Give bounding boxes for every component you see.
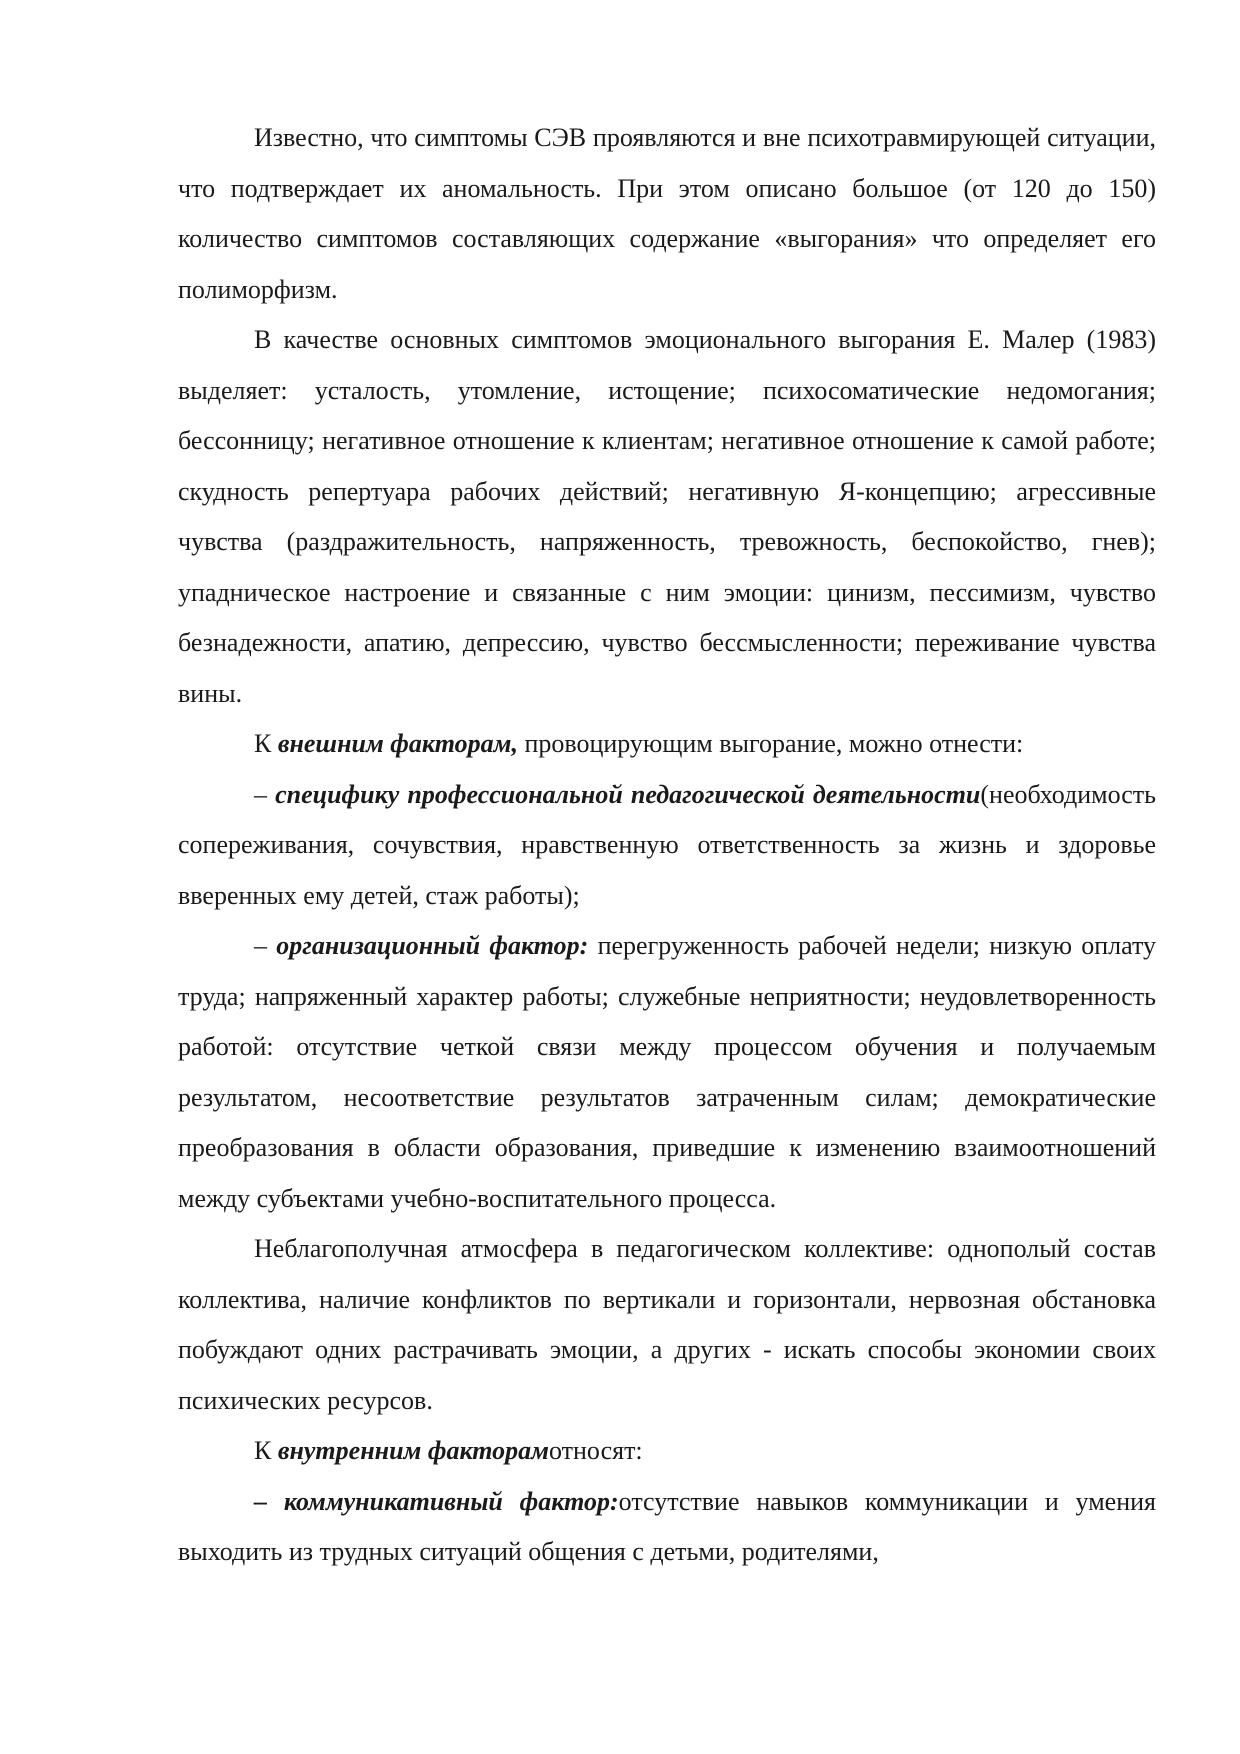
document-page [178,113,1156,1578]
list-dash: – [254,779,276,809]
paragraph-external-factors-heading [178,719,1156,770]
paragraph-professional-specifics [178,770,1156,922]
list-dash: – [254,931,277,960]
paragraph-maler-symptoms: В качестве основных симптомов эмоционального выгорания Е. Малер (1983) выделяет: усталость, утомление, истощение; психосоматические недомогания; бессонницу; негативное отношение к клиентам; негативное отношение к самой работе; скудность репертуара рабочих действий; негативную Я-концепцию; агрессивные чувства (раздражительность, напряженность, тревожность, беспокойство, гнев); упадническое настроение и связанные с ним эмоции: цинизм, пессимизм, чувство безнадежности, апатию, депрессию, чувство бессмысленности; переживание чувства вины. [178,325,1156,708]
text-segment: К [254,1436,278,1465]
emphasis-communicative-factor: – коммуникативный фактор: [254,1486,619,1516]
emphasis-professional-specifics: специфику профессиональной педагогической деятельности [275,779,981,809]
text-segment: перегруженность рабочей недели; низкую оплату труда; напряженный характер работы; служебные неприятности; неудовлетворенность работой: отсутствие четкой связи между процессом обучения и получаемым результатом, несоответствие результатов затраченным силам; демократические преобразования в области образования, приведшие к изменению взаимоотношений между субъектами учебно-воспитательного процесса. [178,931,1156,1213]
text-segment: относят: [548,1436,643,1465]
paragraph-communicative-factor [178,1477,1156,1578]
emphasis-organizational-factor: организационный фактор: [276,931,589,960]
paragraph-organizational-factor [178,921,1156,1224]
emphasis-external-factors: внешним факторам, [277,729,518,758]
text-segment: провоцирующим выгорание, можно отнести: [517,729,1024,758]
emphasis-internal-factors: внутренним факторам [277,1436,549,1465]
text-segment: (необходимость сопереживания, сочувствия, нравственную ответственность за жизнь и здоровье вверенных ему детей, стаж работы); [178,779,1157,910]
text-segment: отсутствие навыков коммуникации и умения выходить из трудных ситуаций общения с детьми, родителями, [178,1486,1156,1566]
paragraph-burnout-symptoms-intro: Известно, что симптомы СЭВ проявляются и вне психотравмирующей ситуации, что подтверждает их аномальность. При этом описано большое (от 120 до 150) количество симптомов составляющих содержание «выгорания» что определяет его полиморфизм. [178,123,1156,304]
text-segment: К [254,729,278,758]
paragraph-team-atmosphere: Неблагополучная атмосфера в педагогическом коллективе: однополый состав коллектива, наличие конфликтов по вертикали и горизонтали, нервозная обстановка побуждают одних растрачивать эмоции, а других - искать способы экономии своих психических ресурсов. [178,1234,1156,1415]
paragraph-internal-factors-heading [178,1426,1156,1477]
